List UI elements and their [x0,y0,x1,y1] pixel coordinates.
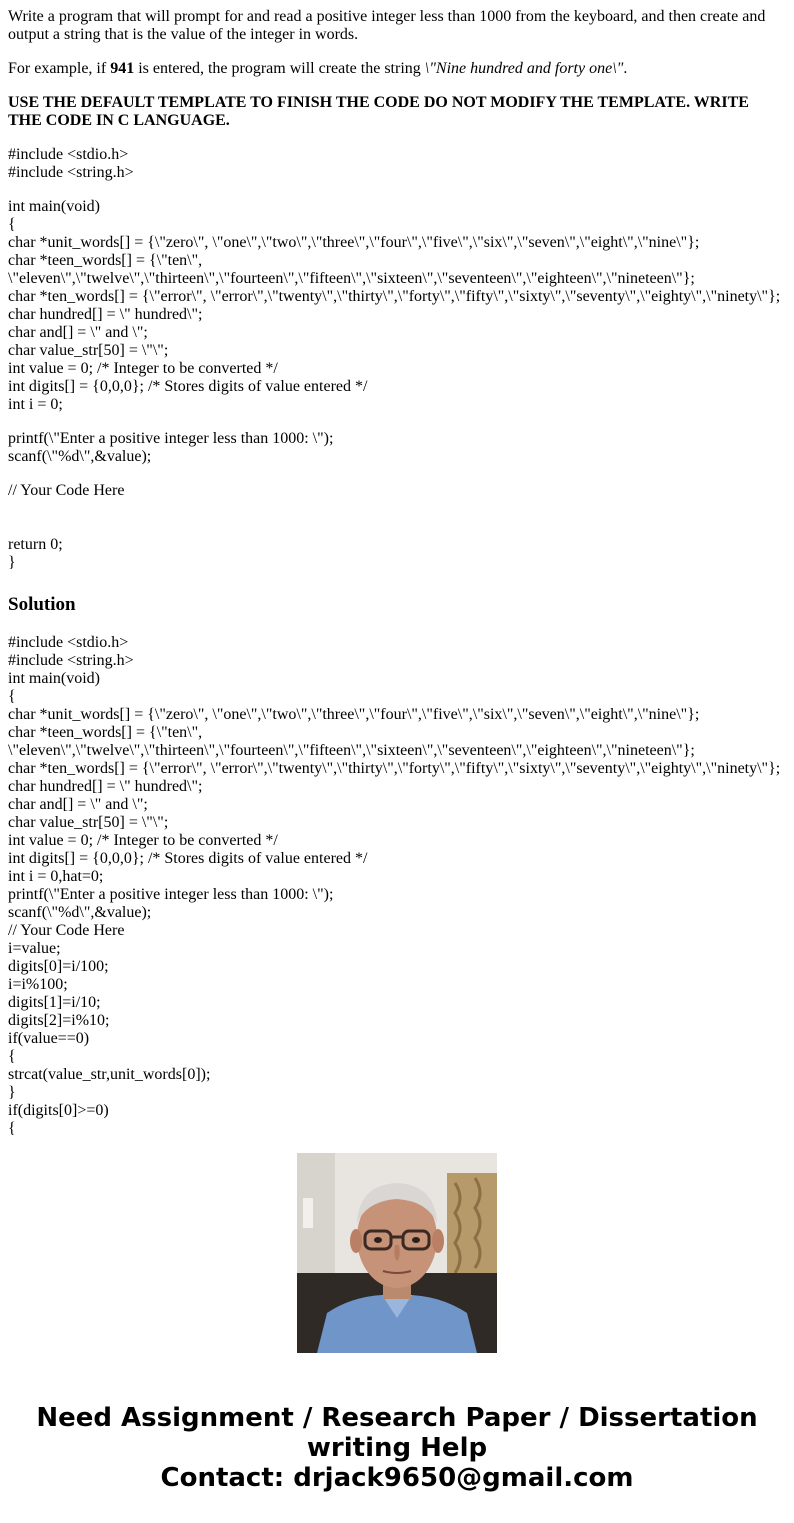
template-declarations [8,198,786,414]
avatar-portrait-image [297,1153,497,1353]
solution-heading: Solution [8,594,76,615]
code-line: char hundred[] = \" hundred\"; [8,778,203,795]
example-middle: is entered, the program will create the string [134,60,425,77]
code-line: } [8,554,16,571]
code-line: char and[] = \" and \"; [8,796,148,813]
code-line: char *ten_words[] = {\"error\", \"error\",\"twenty\",\"thirty\",\"forty\",\"fifty\",\"sixty\",\"seventy\",\"eighty\",\"ninety\"}; [8,288,781,305]
code-line: int digits[] = {0,0,0}; /* Stores digits of value entered */ [8,378,368,395]
code-line: int value = 0; /* Integer to be converted */ [8,360,278,377]
code-line: \"eleven\",\"twelve\",\"thirteen\",\"fourteen\",\"fifteen\",\"sixteen\",\"seventeen\",\"eighteen\",\"nineteen\"}; [8,270,695,287]
code-line: char hundred[] = \" hundred\"; [8,306,203,323]
code-line: int digits[] = {0,0,0}; /* Stores digits of value entered */ [8,850,368,867]
code-line: scanf(\"%d\",&value); [8,904,152,921]
code-line: char value_str[50] = \"\"; [8,814,169,831]
code-line: // Your Code Here [8,922,125,939]
code-line: printf(\"Enter a positive integer less than 1000: \"); [8,430,334,447]
code-line: \"eleven\",\"twelve\",\"thirteen\",\"fourteen\",\"fifteen\",\"sixteen\",\"seventeen\",\"eighteen\",\"nineteen\"}; [8,742,695,759]
code-line: int i = 0; [8,396,63,413]
code-line: char *teen_words[] = {\"ten\", [8,724,203,741]
code-line: int main(void) [8,670,100,687]
code-line: char and[] = \" and \"; [8,324,148,341]
code-line: printf(\"Enter a positive integer less than 1000: \"); [8,886,334,903]
code-line: } [8,1084,16,1101]
code-line: #include <string.h> [8,652,134,669]
code-line: #include <stdio.h> [8,634,129,651]
code-line: int i = 0,hat=0; [8,868,104,885]
code-line: { [8,1120,16,1137]
code-line: #include <string.h> [8,164,134,181]
question-instruction: USE THE DEFAULT TEMPLATE TO FINISH THE CODE DO NOT MODIFY THE TEMPLATE. WRITE THE CODE IN C LANGUAGE. [8,94,749,129]
code-line: char *ten_words[] = {\"error\", \"error\",\"twenty\",\"thirty\",\"forty\",\"fifty\",\"sixty\",\"seventy\",\"eighty\",\"ninety\"}; [8,760,781,777]
code-line: char *unit_words[] = {\"zero\", \"one\",\"two\",\"three\",\"four\",\"five\",\"six\",\"seven\",\"eight\",\"nine\"}; [8,234,700,251]
code-line: digits[0]=i/100; [8,958,109,975]
footer-line-2: writing Help [306,1433,488,1463]
code-line: digits[1]=i/10; [8,994,101,1011]
question-intro: Write a program that will prompt for and read a positive integer less than 1000 from the keyboard, and then create and output a string that is the value of the integer in words. [8,8,766,43]
code-line: i=value; [8,940,61,957]
template-includes [8,146,786,182]
example-string: \"Nine hundred and forty one\" [424,60,624,77]
code-line: if(value==0) [8,1030,90,1047]
example-number: 941 [110,60,135,77]
question-example [8,60,786,78]
code-line: { [8,1048,16,1065]
code-line: { [8,688,16,705]
code-line: char value_str[50] = \"\"; [8,342,169,359]
code-line: i=i%100; [8,976,68,993]
footer-banner [0,1403,794,1493]
example-prefix: For example, if [8,60,111,77]
solution-code [8,634,786,1137]
question-content [8,8,786,1137]
template-end [8,536,786,572]
footer-contact: Contact: drjack9650@gmail.com [160,1463,634,1493]
code-line: return 0; [8,536,63,553]
code-line: if(digits[0]>=0) [8,1102,109,1119]
author-avatar [297,1153,497,1353]
code-line: { [8,216,16,233]
code-line: int value = 0; /* Integer to be converted */ [8,832,278,849]
template-io [8,430,786,466]
footer-line-1: Need Assignment / Research Paper / Dissertation [36,1403,758,1433]
your-code-comment: // Your Code Here [8,482,125,499]
code-line: scanf(\"%d\",&value); [8,448,152,465]
code-line: char *unit_words[] = {\"zero\", \"one\",\"two\",\"three\",\"four\",\"five\",\"six\",\"seven\",\"eight\",\"nine\"}; [8,706,700,723]
example-suffix: . [623,60,628,77]
code-line: int main(void) [8,198,100,215]
code-line: digits[2]=i%10; [8,1012,110,1029]
code-line: char *teen_words[] = {\"ten\", [8,252,203,269]
code-line: #include <stdio.h> [8,146,129,163]
code-line: strcat(value_str,unit_words[0]); [8,1066,211,1083]
